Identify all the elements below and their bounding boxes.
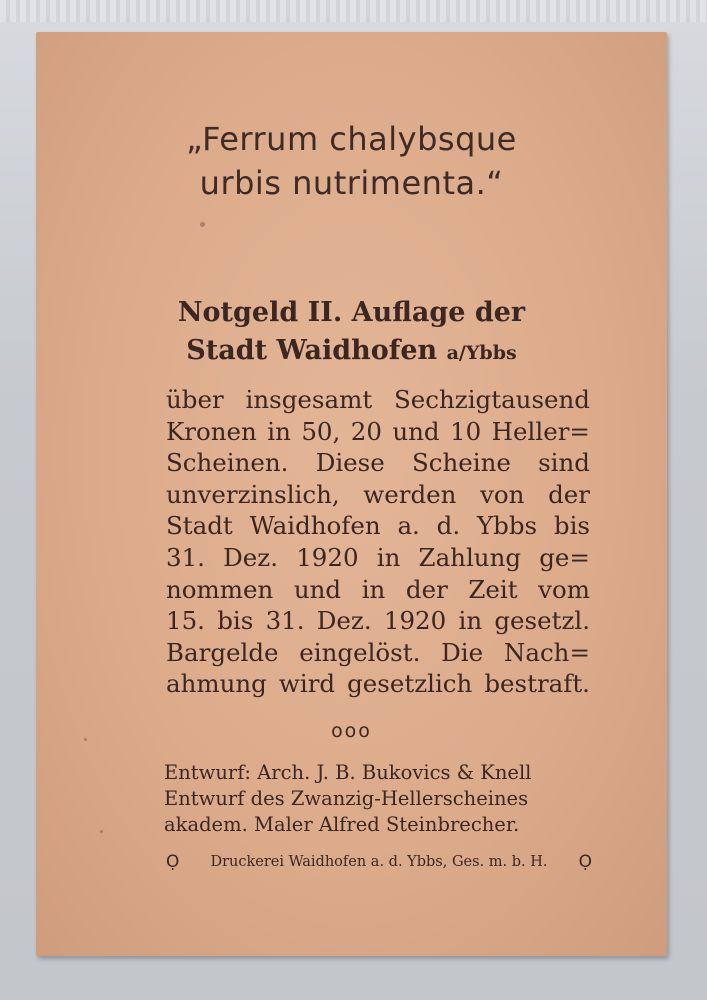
body-word: bis [217,606,254,636]
body-word: ahmung [166,669,267,699]
body-word: 20 [350,416,382,446]
notgeld-description [166,384,590,700]
body-word: der [548,479,590,509]
body-word: wird [278,669,336,699]
body-word: unverzinslich, [166,479,340,509]
body-word: 10 [450,416,482,446]
heading-town: Stadt Waidhofen [186,335,438,366]
body-word: über [166,385,224,414]
body-word: sind [538,448,590,478]
paper-speck [200,222,205,227]
body-word: der [405,574,448,604]
body-word: gesetzl. [494,606,590,636]
body-word: Scheine [411,448,511,478]
body-line [166,384,590,416]
body-word: Nach= [503,637,590,667]
body-word: Kronen [166,416,257,446]
body-line [166,542,590,574]
body-word: ge= [539,542,590,572]
body-word: bis [553,511,590,541]
body-line [166,479,590,511]
body-word: Zeit [468,574,518,604]
body-word: d. [436,511,461,541]
body-word: Ybbs [476,511,538,541]
body-word: 50, [301,416,341,446]
body-word: und [392,416,440,446]
body-word: eingelöst. [299,637,421,667]
banknote-back [36,32,667,956]
body-word: Dez. [223,542,278,572]
body-word: vom [538,574,590,604]
body-word: 1920 [383,606,447,636]
body-line [166,574,590,606]
body-word: bestraft. [484,669,590,699]
body-line [166,637,590,669]
body-word: Scheinen. [166,448,289,478]
ornament-divider: ooo [331,720,372,742]
body-word: nommen [166,574,274,604]
body-word: 31. [265,606,305,636]
right-circle-mark: Ọ [578,852,592,872]
credit-line-2: Entwurf des Zwanzig-Hellerscheines [164,787,529,810]
body-word: 31. [166,542,205,572]
body-word: von [480,479,525,509]
printer-text: Druckerei Waidhofen a. d. Ybbs, Ges. m. b. H. [210,854,548,870]
body-line [166,605,590,637]
body-word: in [267,416,291,446]
credit-line-1: Entwurf: Arch. J. B. Bukovics & Knell [164,761,532,784]
design-credits [164,760,594,838]
printer-imprint [166,852,592,872]
body-word: Bargelde [166,637,279,667]
body-line [166,510,590,542]
latin-motto [36,117,667,205]
body-word: Heller= [491,416,590,446]
body-word: insgesamt [245,385,373,414]
body-word: und [293,574,342,604]
left-circle-mark: Ọ [166,852,180,872]
heading-line-2 [36,332,667,372]
body-word: Waidhofen [249,511,381,541]
body-word: Zahlung [418,542,522,572]
body-word: werden [363,479,457,509]
motto-line-2: urbis nutrimenta.“ [199,164,504,202]
body-word: in [361,574,386,604]
body-word: Diese [315,448,385,478]
body-word: a. [397,511,420,541]
body-line [166,447,590,479]
notgeld-heading [36,294,667,372]
body-line [166,668,590,700]
body-word: Dez. [316,606,372,636]
sleeve-top-edge [0,0,707,22]
body-word: gesetzlich [347,669,473,699]
body-word: 15. [166,606,205,636]
motto-line-1: „Ferrum chalybsque [186,120,517,158]
body-word: in [376,542,401,572]
body-word: Stadt [166,511,233,541]
body-word: Die [441,637,484,667]
body-word: Sechzigtausend [394,385,590,414]
paper-speck [100,830,103,833]
paper-speck [84,738,87,741]
body-word: 1920 [296,542,359,572]
heading-line-1: Notgeld II. Auflage der [177,297,526,328]
body-line [166,416,590,448]
heading-town-suffix: a/Ybbs [446,342,517,364]
body-word: in [458,606,483,636]
credit-line-3: akadem. Maler Alfred Steinbrecher. [164,813,520,836]
